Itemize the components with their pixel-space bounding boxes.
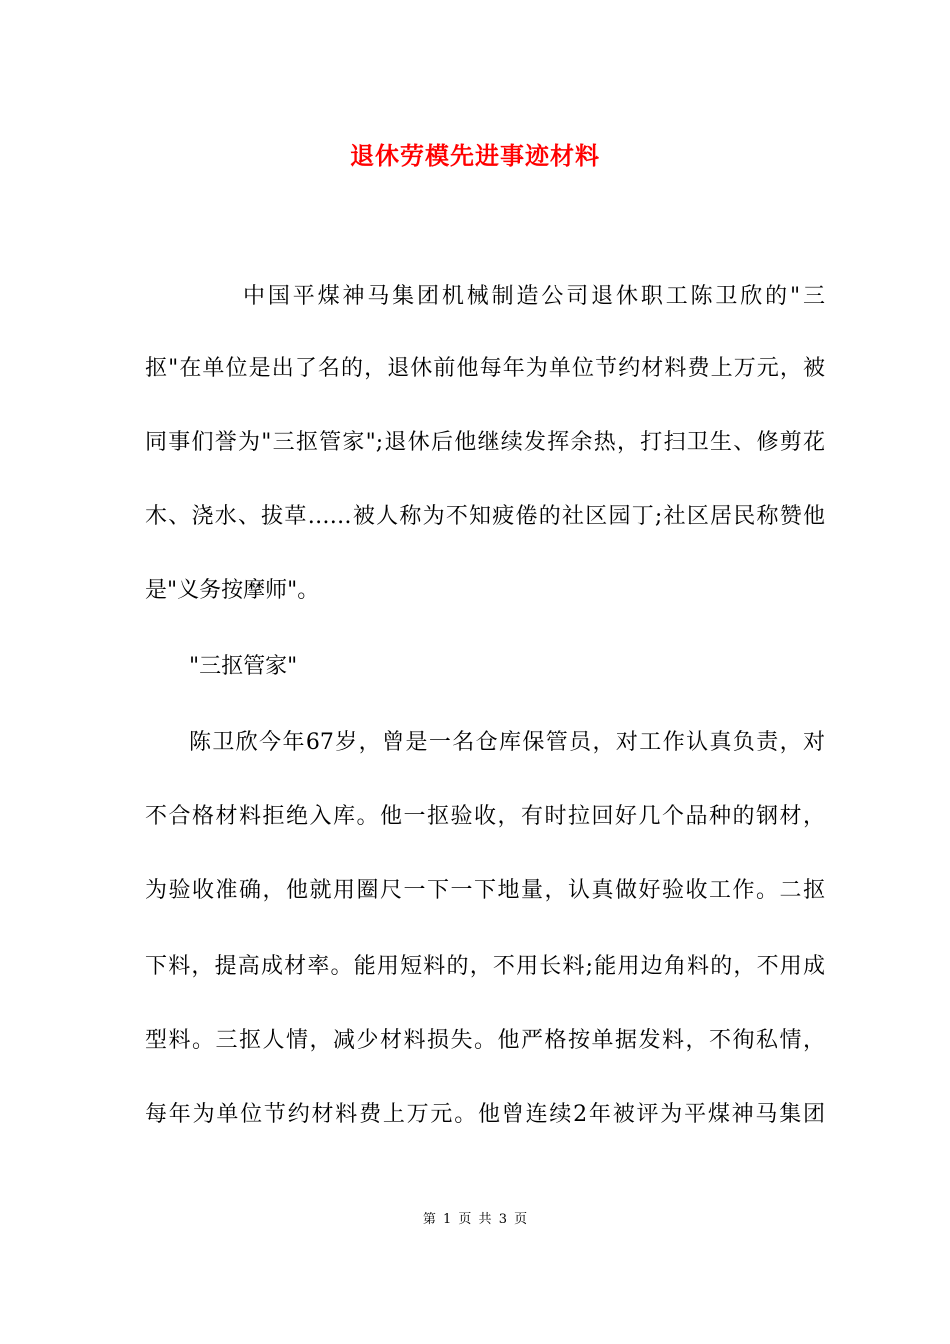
paragraph-line: 型料。三抠人情，减少材料损失。他严格按单据发料，不徇私情， bbox=[145, 1028, 825, 1053]
paragraph-line: 陈卫欣今年67岁，曾是一名仓库保管员，对工作认真负责，对 bbox=[189, 730, 825, 755]
paragraph-line: 不合格材料拒绝入库。他一抠验收，有时拉回好几个品种的钢材， bbox=[145, 804, 825, 829]
document-title: 退休劳模先进事迹材料 bbox=[350, 141, 600, 170]
paragraph-line: 每年为单位节约材料费上万元。他曾连续2年被评为平煤神马集团 bbox=[145, 1102, 825, 1127]
section-heading: "三抠管家" bbox=[189, 654, 298, 679]
paragraph-line: 是"义务按摩师"。 bbox=[145, 578, 320, 603]
paragraph-line: 同事们誉为"三抠管家";退休后他继续发挥余热，打扫卫生、修剪花 bbox=[145, 430, 825, 455]
paragraph-line: 抠"在单位是出了名的，退休前他每年为单位节约材料费上万元，被 bbox=[145, 356, 825, 381]
paragraph-line: 为验收准确，他就用圈尺一下一下地量，认真做好验收工作。二抠 bbox=[145, 878, 825, 903]
paragraph-line: 下料，提高成材率。能用短料的，不用长料;能用边角料的，不用成 bbox=[145, 954, 825, 979]
paragraph-line: 中国平煤神马集团机械制造公司退休职工陈卫欣的"三 bbox=[243, 284, 825, 309]
paragraph-line: 木、浇水、拔草……被人称为不知疲倦的社区园丁;社区居民称赞他 bbox=[145, 504, 825, 529]
page-footer: 第 1 页 共 3 页 bbox=[422, 1212, 528, 1227]
